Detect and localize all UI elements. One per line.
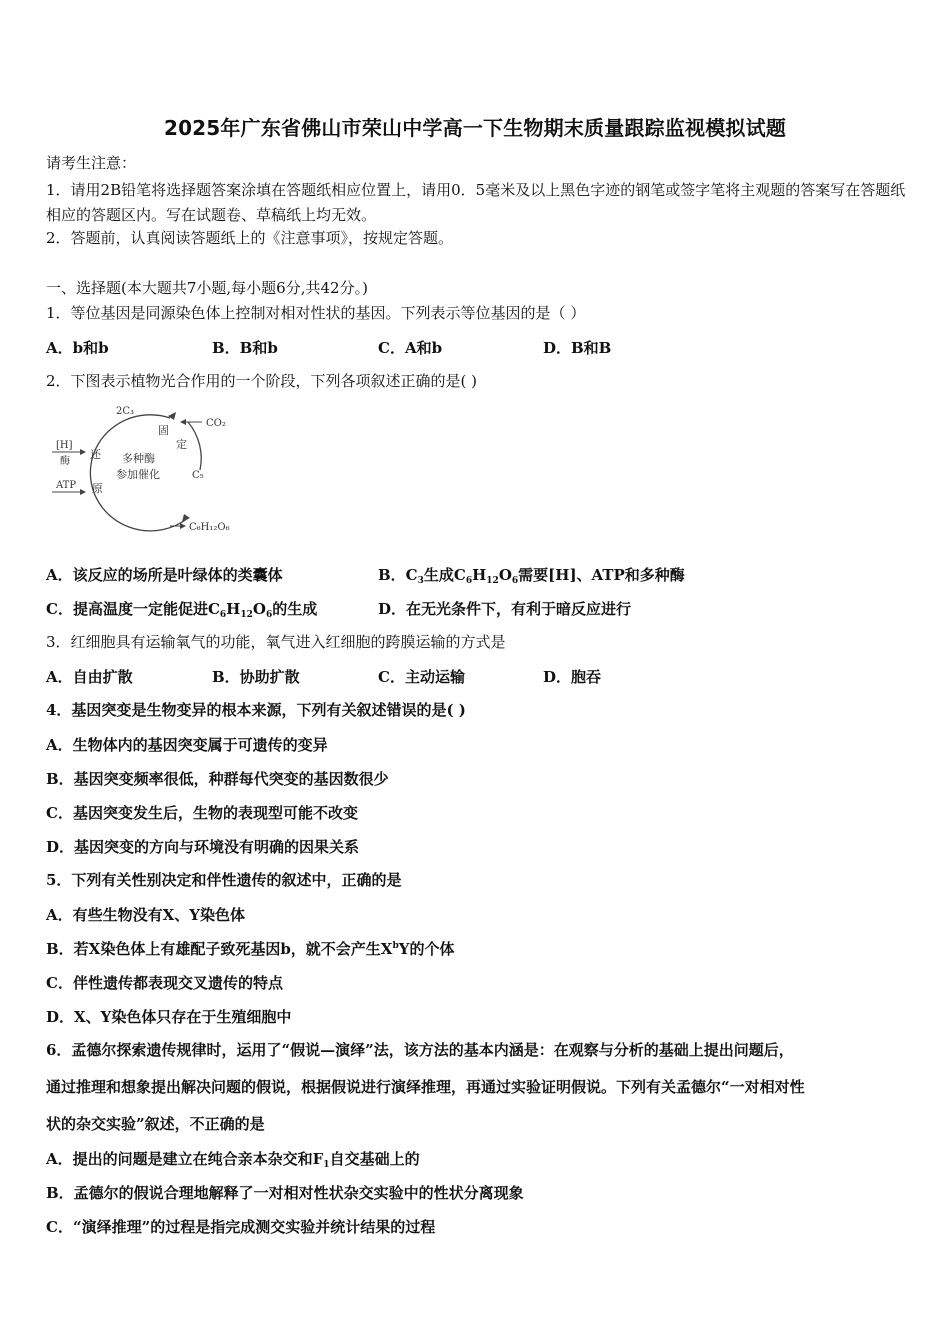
question-5-stem: 5．下列有关性别决定和伴性遗传的叙述中，正确的是 bbox=[46, 871, 402, 889]
label-h: [H] bbox=[56, 440, 73, 451]
label-c5: C₅ bbox=[192, 470, 204, 481]
question-4-option-b: B．基因突变频率很低，种群每代突变的基因数很少 bbox=[46, 770, 389, 788]
label-fix-1: 固 bbox=[158, 424, 169, 437]
question-6-stem-line-2: 通过推理和想象提出解决问题的假说，根据假说进行演绎推理，再通过实验证明假说。下列有关孟德尔“一对相对性 bbox=[46, 1078, 805, 1096]
label-fix-2: 定 bbox=[176, 438, 187, 451]
label-atp: ATP bbox=[56, 480, 77, 491]
question-4-option-c: C．基因突变发生后，生物的表现型可能不改变 bbox=[46, 804, 358, 822]
label-co2: CO₂ bbox=[206, 418, 226, 429]
question-5-option-d: D．X、Y染色体只存在于生殖细胞中 bbox=[46, 1008, 292, 1026]
question-1-option-a: A．b和b bbox=[46, 339, 109, 357]
atp-arrowhead bbox=[80, 489, 86, 495]
question-6-option-b: B．孟德尔的假说合理地解释了一对相对性状杂交实验中的性状分离现象 bbox=[46, 1184, 524, 1202]
question-2-option-a: A．该反应的场所是叶绿体的类囊体 bbox=[46, 566, 283, 584]
question-1-stem: 1．等位基因是同源染色体上控制对相对性状的基因。下列表示等位基因的是（ ） bbox=[46, 304, 586, 322]
arrowhead-bottom bbox=[182, 514, 190, 522]
cycle-arc-right bbox=[188, 422, 201, 470]
question-5-option-a: A．有些生物没有X、Y染色体 bbox=[46, 906, 245, 924]
page-title: 2025年广东省佛山市荣山中学高一下生物期末质量跟踪监视模拟试题 bbox=[163, 116, 787, 140]
notice-heading: 请考生注意： bbox=[46, 154, 137, 172]
question-4-option-a: A．生物体内的基因突变属于可遗传的变异 bbox=[46, 736, 328, 754]
question-2-option-c: C．提高温度一定能促进$C_6H_{12}O_6$的生成 bbox=[46, 600, 318, 620]
calvin-cycle-diagram bbox=[52, 400, 242, 540]
question-5-option-b: B．若X染色体上有雄配子致死基因b，就不会产生$X^bY$的个体 bbox=[46, 940, 455, 958]
question-3-stem: 3．红细胞具有运输氧气的功能，氧气进入红细胞的跨膜运输的方式是 bbox=[46, 633, 506, 651]
question-2-option-b: B．$C_3$生成$C_6H_{12}O_6$需要[H]、ATP和多种酶 bbox=[378, 566, 685, 586]
label-enzyme: 酶 bbox=[60, 456, 70, 467]
glucose-arrowhead bbox=[180, 523, 186, 529]
label-reduce-2: 原 bbox=[92, 482, 103, 495]
question-6-stem-line-1: 6．孟德尔探索遗传规律时，运用了“假说—演绎”法，该方法的基本内涵是：在观察与分析的基础上提出问题后， bbox=[46, 1041, 794, 1059]
arrowhead-top bbox=[168, 412, 176, 420]
section-heading: 一、选择题(本大题共7小题,每小题6分,共42分。) bbox=[46, 279, 368, 297]
question-1-option-d: D．B和B bbox=[543, 339, 612, 357]
question-3-option-b: B．协助扩散 bbox=[212, 668, 300, 686]
label-2c3: 2C₃ bbox=[116, 406, 135, 417]
question-1-option-c: C．A和b bbox=[378, 339, 443, 357]
co2-arrowhead bbox=[180, 419, 186, 425]
question-6-stem-line-3: 状的杂交实验”叙述，不正确的是 bbox=[46, 1115, 265, 1133]
question-3-option-d: D．胞吞 bbox=[543, 668, 602, 686]
question-1-option-b: B．B和b bbox=[212, 339, 278, 357]
h-arrowhead bbox=[80, 449, 86, 455]
question-6-option-a: A．提出的问题是建立在纯合亲本杂交和$F_1$自交基础上的 bbox=[46, 1150, 420, 1170]
question-3-option-c: C．主动运输 bbox=[378, 668, 465, 686]
label-center-1: 多种酶 bbox=[122, 452, 155, 465]
label-reduce-1: 还 bbox=[90, 448, 101, 461]
question-2-option-d: D．在无光条件下，有利于暗反应进行 bbox=[378, 600, 632, 618]
notice-item-1: 1．请用2B铅笔将选择题答案涂填在答题纸相应位置上，请用0．5毫米及以上黑色字迹的钢笔或签字笔将主观题的答案写在答题纸相应的答题区内。写在试题卷、草稿纸上均无效。 bbox=[46, 181, 906, 224]
question-3-option-a: A．自由扩散 bbox=[46, 668, 133, 686]
notice-item-2: 2．答题前，认真阅读答题纸上的《注意事项》，按规定答题。 bbox=[46, 229, 454, 247]
question-4-option-d: D．基因突变的方向与环境没有明确的因果关系 bbox=[46, 838, 360, 856]
question-5-option-c: C．伴性遗传都表现交叉遗传的特点 bbox=[46, 974, 283, 992]
label-glucose: C₆H₁₂O₆ bbox=[189, 522, 230, 533]
question-6-option-c: C．“演绎推理”的过程是指完成测交实验并统计结果的过程 bbox=[46, 1218, 436, 1236]
question-2-stem: 2．下图表示植物光合作用的一个阶段，下列各项叙述正确的是( ) bbox=[46, 372, 478, 390]
question-4-stem: 4．基因突变是生物变异的根本来源，下列有关叙述错误的是( ) bbox=[46, 701, 466, 719]
label-center-2: 参加催化 bbox=[116, 468, 160, 481]
